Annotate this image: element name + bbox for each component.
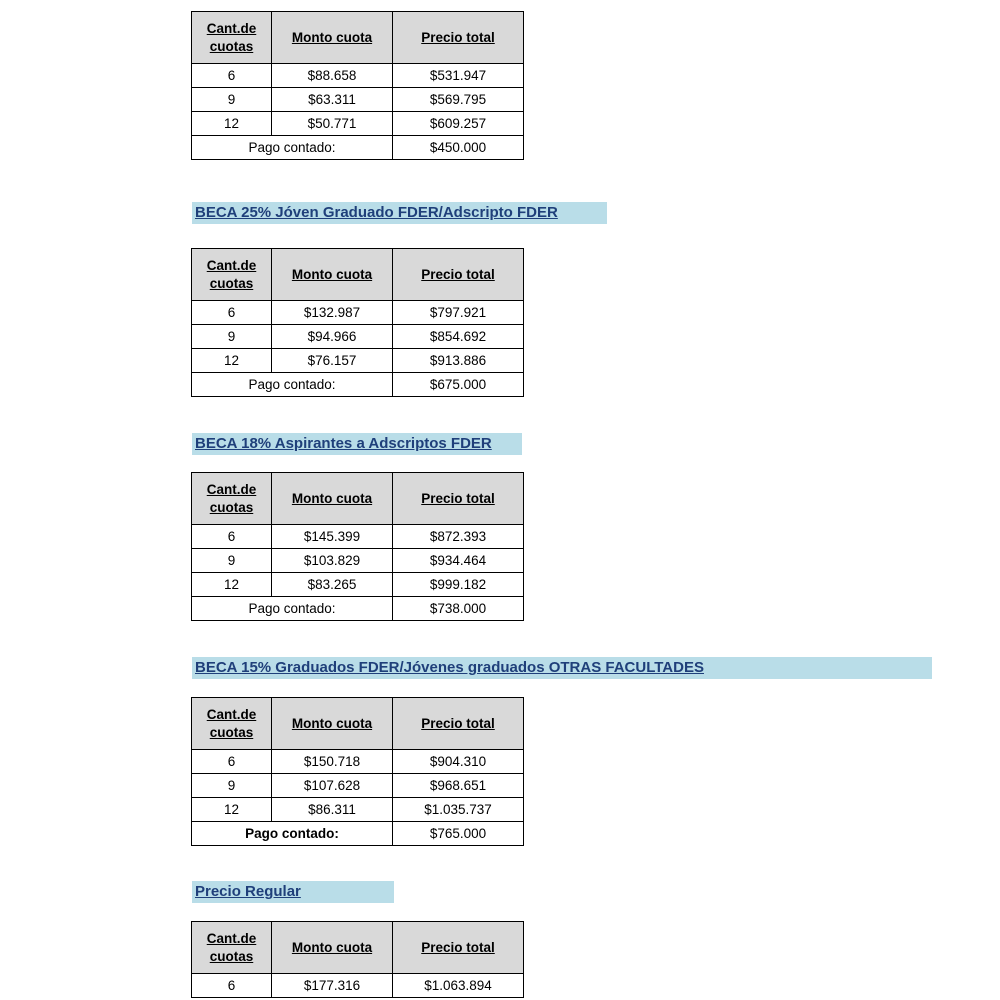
cell-cuotas: 12 bbox=[192, 349, 272, 373]
pago-contado-row bbox=[192, 136, 524, 160]
price-table-1 bbox=[191, 11, 524, 160]
cell-monto: $107.628 bbox=[272, 774, 393, 798]
table-row bbox=[192, 525, 524, 549]
cell-monto: $177.316 bbox=[272, 974, 393, 998]
cell-monto: $86.311 bbox=[272, 798, 393, 822]
table-row bbox=[192, 112, 524, 136]
cell-total: $854.692 bbox=[393, 325, 524, 349]
header-monto: Monto cuota bbox=[272, 922, 393, 974]
header-cuotas: Cant.de cuotas bbox=[192, 249, 272, 301]
cell-total: $797.921 bbox=[393, 301, 524, 325]
cell-total: $531.947 bbox=[393, 64, 524, 88]
cell-total: $569.795 bbox=[393, 88, 524, 112]
cell-monto: $94.966 bbox=[272, 325, 393, 349]
cell-cuotas: 6 bbox=[192, 525, 272, 549]
cell-cuotas: 9 bbox=[192, 88, 272, 112]
cell-cuotas: 12 bbox=[192, 573, 272, 597]
price-table-3 bbox=[191, 472, 524, 621]
table-row bbox=[192, 549, 524, 573]
table-header-row bbox=[192, 249, 524, 301]
pago-contado-row bbox=[192, 373, 524, 397]
table-header-row bbox=[192, 698, 524, 750]
pago-contado-value: $765.000 bbox=[393, 822, 524, 846]
pago-contado-label: Pago contado: bbox=[192, 136, 393, 160]
cell-cuotas: 9 bbox=[192, 774, 272, 798]
cell-monto: $88.658 bbox=[272, 64, 393, 88]
header-total: Precio total bbox=[393, 249, 524, 301]
cell-cuotas: 6 bbox=[192, 974, 272, 998]
cell-cuotas: 9 bbox=[192, 549, 272, 573]
cell-total: $1.035.737 bbox=[393, 798, 524, 822]
pago-contado-label: Pago contado: bbox=[192, 822, 393, 846]
pago-contado-value: $675.000 bbox=[393, 373, 524, 397]
header-cuotas: Cant.de cuotas bbox=[192, 698, 272, 750]
cell-monto: $63.311 bbox=[272, 88, 393, 112]
table-row bbox=[192, 349, 524, 373]
cell-total: $609.257 bbox=[393, 112, 524, 136]
cell-monto: $50.771 bbox=[272, 112, 393, 136]
table-row bbox=[192, 774, 524, 798]
table-header-row bbox=[192, 473, 524, 525]
cell-cuotas: 6 bbox=[192, 301, 272, 325]
pago-contado-row bbox=[192, 822, 524, 846]
section-title-beca-15: BECA 15% Graduados FDER/Jóvenes graduados OTRAS FACULTADES bbox=[192, 657, 932, 679]
header-cuotas: Cant.de cuotas bbox=[192, 473, 272, 525]
header-total: Precio total bbox=[393, 12, 524, 64]
table-row bbox=[192, 974, 524, 998]
cell-monto: $132.987 bbox=[272, 301, 393, 325]
table-row bbox=[192, 88, 524, 112]
cell-monto: $150.718 bbox=[272, 750, 393, 774]
table-row bbox=[192, 573, 524, 597]
table-row bbox=[192, 301, 524, 325]
pago-contado-row bbox=[192, 597, 524, 621]
cell-monto: $145.399 bbox=[272, 525, 393, 549]
cell-total: $968.651 bbox=[393, 774, 524, 798]
pago-contado-value: $738.000 bbox=[393, 597, 524, 621]
table-header-row bbox=[192, 922, 524, 974]
table-row bbox=[192, 798, 524, 822]
section-title-precio-regular: Precio Regular bbox=[192, 881, 394, 903]
price-table-4 bbox=[191, 697, 524, 846]
section-title-beca-25: BECA 25% Jóven Graduado FDER/Adscripto FDER bbox=[192, 202, 607, 224]
cell-cuotas: 6 bbox=[192, 64, 272, 88]
header-monto: Monto cuota bbox=[272, 698, 393, 750]
cell-monto: $83.265 bbox=[272, 573, 393, 597]
cell-total: $1.063.894 bbox=[393, 974, 524, 998]
table-row bbox=[192, 750, 524, 774]
header-total: Precio total bbox=[393, 922, 524, 974]
cell-monto: $76.157 bbox=[272, 349, 393, 373]
header-total: Precio total bbox=[393, 473, 524, 525]
header-cuotas: Cant.de cuotas bbox=[192, 922, 272, 974]
cell-cuotas: 12 bbox=[192, 798, 272, 822]
cell-cuotas: 12 bbox=[192, 112, 272, 136]
table-row bbox=[192, 325, 524, 349]
cell-total: $913.886 bbox=[393, 349, 524, 373]
header-monto: Monto cuota bbox=[272, 249, 393, 301]
header-monto: Monto cuota bbox=[272, 12, 393, 64]
cell-monto: $103.829 bbox=[272, 549, 393, 573]
table-header-row bbox=[192, 12, 524, 64]
section-title-beca-18: BECA 18% Aspirantes a Adscriptos FDER bbox=[192, 433, 522, 455]
price-table-2 bbox=[191, 248, 524, 397]
pago-contado-value: $450.000 bbox=[393, 136, 524, 160]
pago-contado-label: Pago contado: bbox=[192, 597, 393, 621]
price-table-5 bbox=[191, 921, 524, 998]
pago-contado-label: Pago contado: bbox=[192, 373, 393, 397]
cell-total: $999.182 bbox=[393, 573, 524, 597]
cell-cuotas: 6 bbox=[192, 750, 272, 774]
cell-cuotas: 9 bbox=[192, 325, 272, 349]
header-monto: Monto cuota bbox=[272, 473, 393, 525]
cell-total: $904.310 bbox=[393, 750, 524, 774]
cell-total: $934.464 bbox=[393, 549, 524, 573]
table-row bbox=[192, 64, 524, 88]
cell-total: $872.393 bbox=[393, 525, 524, 549]
header-cuotas: Cant.de cuotas bbox=[192, 12, 272, 64]
header-total: Precio total bbox=[393, 698, 524, 750]
